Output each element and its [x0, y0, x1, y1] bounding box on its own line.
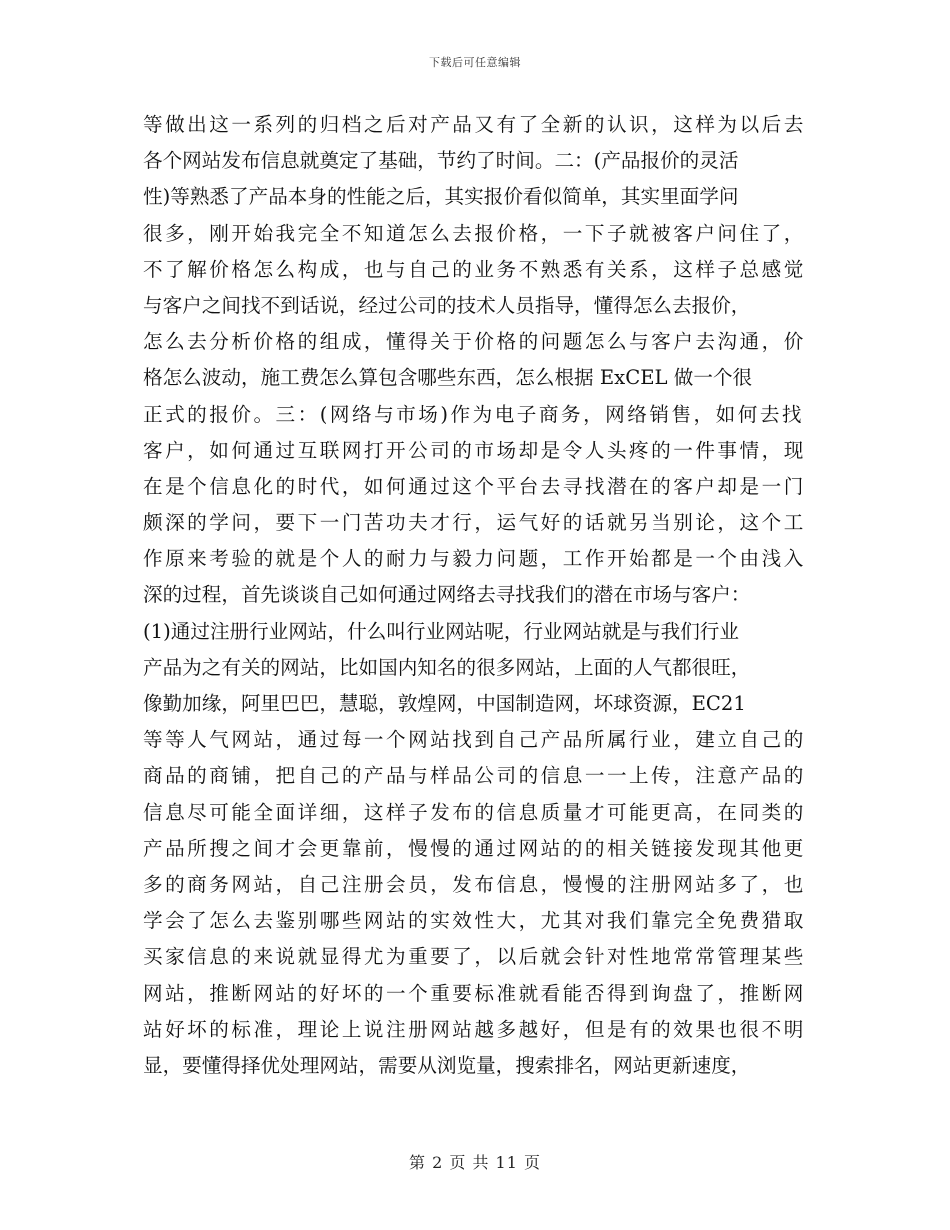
text-line: 像勤加缘，阿里巴巴，慧聪，敦煌网，中国制造网，坏球资源，EC21: [143, 692, 746, 715]
text-line: 学会了怎么去鉴别哪些网站的实效性大，尤其对我们靠完全免费猎取: [143, 909, 806, 933]
text-line: 深的过程，首先谈谈自己如何通过网络去寻找我们的潜在市场与客户：: [143, 583, 751, 607]
text-line: 客户，如何通过互联网打开公司的市场却是令人头疼的一件事情，现: [143, 438, 806, 462]
text-line: (1)通过注册行业网站，什么叫行业网站呢，行业网站就是与我们行业: [143, 619, 739, 643]
text-line: 信息尽可能全面详细，这样子发布的信息质量才可能更高，在同类的: [143, 800, 806, 824]
text-line: 很多，刚开始我完全不知道怎么去报价格，一下子就被客户问住了，: [143, 221, 806, 245]
text-line: 与客户之间找不到话说，经过公司的技术人员指导，懂得怎么去报价，: [143, 293, 751, 317]
text-line: 格怎么波动，施工费怎么算包含哪些东西，怎么根据 ExCEL 做一个很: [143, 366, 753, 390]
text-line: 各个网站发布信息就奠定了基础，节约了时间。二：(产品报价的灵活: [143, 149, 739, 173]
text-line: 不了解价格怎么构成，也与自己的业务不熟悉有关系，这样子总感觉: [143, 257, 806, 281]
page-header: 下载后可任意编辑: [429, 56, 521, 69]
text-line: 颇深的学问，要下一门苦功夫才行，运气好的话就另当别论，这个工: [143, 511, 806, 535]
text-line: 网站，推断网站的好坏的一个重要标准就看能否得到询盘了，推断网: [143, 981, 806, 1005]
text-line: 怎么去分析价格的组成，懂得关于价格的问题怎么与客户去沟通，价: [143, 330, 806, 354]
text-line: 等等人气网站，通过每一个网站找到自己产品所属行业，建立自己的: [143, 728, 806, 752]
text-line: 商品的商铺，把自己的产品与样品公司的信息一一上传，注意产品的: [143, 764, 806, 788]
text-line: 产品为之有关的网站，比如国内知名的很多网站，上面的人气都很旺，: [143, 655, 751, 679]
text-line: 站好坏的标准，理论上说注册网站越多越好，但是有的效果也很不明: [143, 1017, 806, 1041]
text-line: 等做出这一系列的归档之后对产品又有了全新的认识，这样为以后去: [143, 113, 806, 136]
body-text: [143, 107, 808, 1084]
text-line: 买家信息的来说就显得尤为重要了，以后就会针对性地常常管理某些: [143, 945, 806, 969]
text-line: 作原来考验的就是个人的耐力与毅力问题，工作开始都是一个由浅入: [143, 547, 806, 571]
text-line: 性)等熟悉了产品本身的性能之后，其实报价看似简单，其实里面学问: [143, 185, 739, 209]
text-line: 产品所搜之间才会更靠前，慢慢的通过网站的的相关链接发现其他更: [143, 836, 806, 860]
text-line: 多的商务网站，自己注册会员，发布信息，慢慢的注册网站多了，也: [143, 872, 806, 896]
text-line: 在是个信息化的时代，如何通过这个平台去寻找潜在的客户却是一门: [143, 474, 806, 498]
page-footer: 第 2 页 共 11 页: [409, 1153, 541, 1172]
text-line: 显，要懂得择优处理网站，需要从浏览量，搜索排名，网站更新速度，: [143, 1053, 751, 1077]
text-line: 正式的报价。三：(网络与市场)作为电子商务，网络销售，如何去找: [143, 402, 805, 426]
